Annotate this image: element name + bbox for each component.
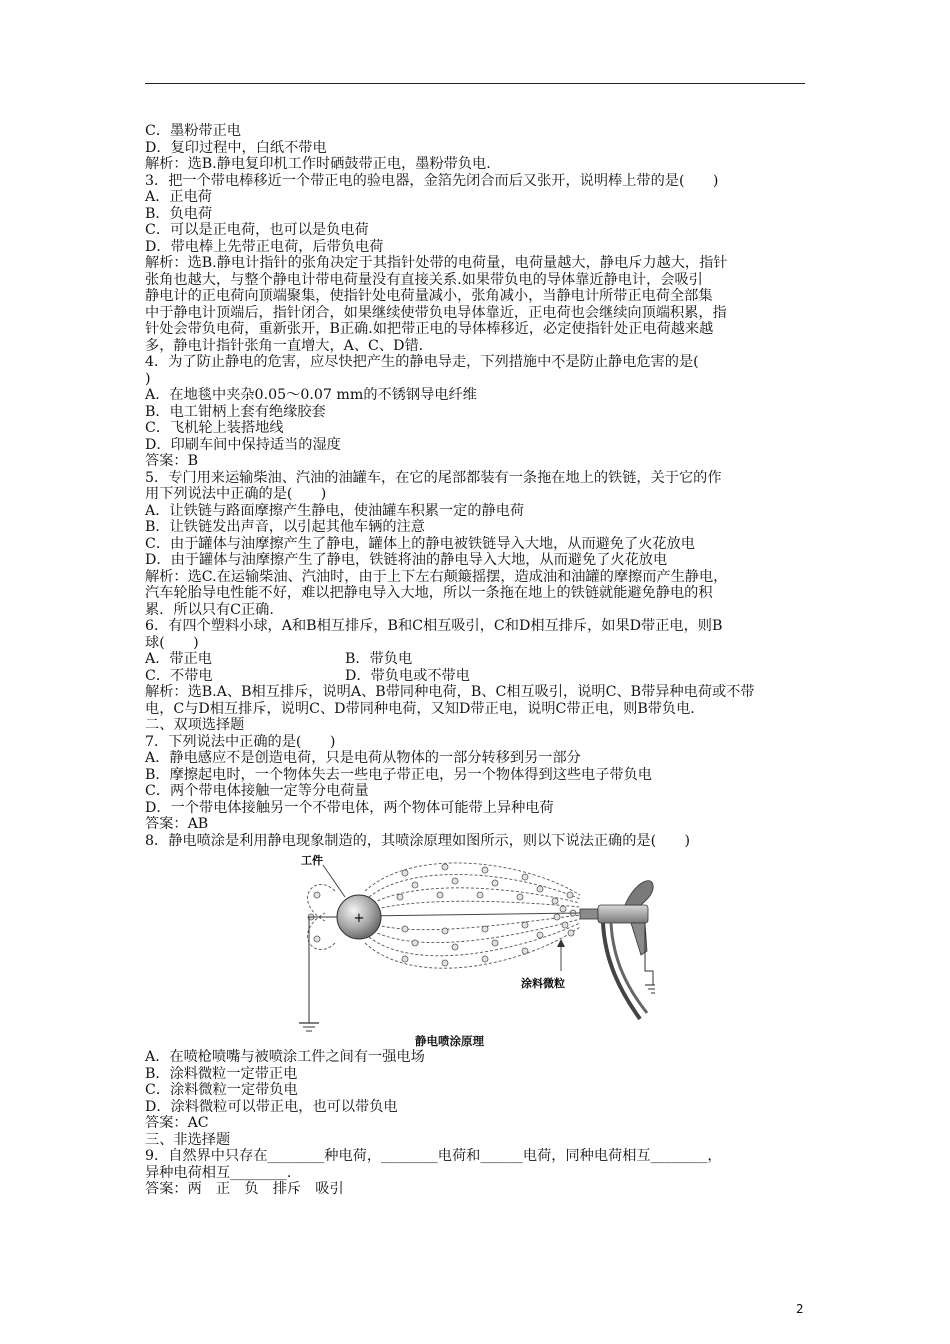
option-line: D．涂料微粒可以带正电，也可以带负电 (145, 1098, 398, 1115)
section-heading: 二、双项选择题 (145, 717, 245, 733)
analysis-line: 张角也越大，与整个静电计带电荷量没有直接关系.如果带负电的导体靠近静电计，会吸引 (145, 271, 703, 288)
question-6-stem: 6．有四个塑料小球，A和B相互排斥，B和C相互吸引，C和D相互排斥，如果D带正电，则B (145, 618, 723, 634)
option: B．带负电 (345, 651, 413, 667)
particles-label: 涂料微粒 (521, 977, 565, 990)
option-line: B．负电荷 (145, 205, 213, 222)
question-5-stem: 5．专门用来运输柴油、汽油的油罐车，在它的尾部都装有一条拖在地上的铁链，关于它的作 (145, 469, 722, 486)
page-number: 2 (796, 1302, 804, 1316)
analysis-line: 中于静电计顶端后，指针闭合，如果继续使带负电导体靠近，正电荷也会继续向顶端积累，指 (145, 304, 727, 321)
analysis-line: 解析：选B.静电计指针的张角决定于其指针处带的电荷量，电荷量越大，静电斥力越大，指针 (145, 255, 728, 271)
text-line: C．墨粉带正电 (145, 123, 241, 139)
section-heading: 三、非选择题 (145, 1131, 231, 1148)
question-7-stem: 7．下列说法中正确的是( ) (145, 733, 336, 750)
answer-line: 答案：B (145, 453, 198, 469)
analysis-line: 多，静电计指针张角一直增大，A、C、D错. (145, 337, 424, 354)
electrostatic-spray-figure (145, 849, 810, 1049)
plus-sign: + (353, 911, 365, 926)
option-line: B．涂料微粒一定带正电 (145, 1065, 298, 1082)
option-line: C．可以是正电荷，也可以是负电荷 (145, 222, 369, 238)
option-line: D．由于罐体与油摩擦产生了静电，铁链将油的静电导入大地，从而避免了火花放电 (145, 552, 668, 568)
question-4-stem (145, 354, 810, 371)
question-6-stem: 球( ) (145, 634, 199, 651)
option: A．带正电 (145, 651, 212, 667)
option-line: C．由于罐体与油摩擦产生了静电，罐体上的静电被铁链导入大地，从而避免了火花放电 (145, 535, 695, 552)
option-line: B．电工钳柄上套有绝缘胶套 (145, 403, 326, 420)
question-8-stem: 8．静电喷涂是利用静电现象制造的，其喷涂原理如图所示，则以下说法正确的是( ) (145, 832, 691, 849)
q4-stem-part: 4．为了防止静电的危害，应尽快把产生的静电导走，下列措施中 (145, 354, 552, 370)
workpiece-label: 工件 (301, 854, 323, 867)
option-line: D．印刷车间中保持适当的湿度 (145, 436, 341, 453)
text-line: D．复印过程中，白纸不带电 (145, 139, 327, 156)
q4-stem-part: 是防止静电危害的是( (565, 354, 699, 370)
option: C．不带电 (145, 667, 213, 684)
option-line: A．在喷枪喷嘴与被喷涂工件之间有一强电场 (145, 1049, 425, 1065)
option-line: A．正电荷 (145, 189, 212, 205)
question-3-stem: 3．把一个带电棒移近一个带正电的验电器，金箔先闭合而后又张开，说明棒上带的是( ) (145, 172, 719, 189)
q4-emphasis: 不 (551, 354, 566, 370)
analysis-line: 电，C与D相互排斥，说明C、D带同种电荷，又知D带正电，说明C带正电，则B带负电. (145, 700, 695, 717)
analysis-line: 解析：选B.A、B相互排斥，说明A、B带同种电荷，B、C相互吸引，说明C、B带异种电荷或不带 (145, 684, 755, 700)
analysis-line: 汽车轮胎导电性能不好，难以把静电导入大地，所以一条拖在地上的铁链就能避免静电的积 (145, 585, 713, 601)
analysis-line: 累．所以只有C正确. (145, 601, 274, 618)
option-line: B．摩擦起电时，一个物体失去一些电子带正电，另一个物体得到这些电子带负电 (145, 766, 652, 783)
option-row (145, 668, 810, 685)
analysis-line: 解析：选C.在运输柴油、汽油时，由于上下左右颠簸摇摆，造成油和油罐的摩擦而产生静电， (145, 568, 728, 585)
option-line: C．两个带电体接触一定等分电荷量 (145, 783, 369, 799)
option-line: D．带电棒上先带正电荷，后带负电荷 (145, 238, 384, 255)
header-rule (145, 83, 805, 84)
option-row (145, 651, 810, 668)
option-line: C．飞机轮上装搭地线 (145, 420, 284, 436)
spray-gun (580, 881, 655, 1019)
question-4-stem-cont: ) (145, 370, 151, 387)
option: D．带负电或不带电 (345, 667, 470, 684)
spray-diagram (295, 851, 655, 1049)
question-9-stem: 异种电荷相互________. (145, 1164, 292, 1181)
answer-line: 答案：AB (145, 816, 209, 832)
text-line: 解析：选B.静电复印机工作时硒鼓带正电，墨粉带负电. (145, 156, 491, 172)
option-line: C．涂料微粒一定带负电 (145, 1082, 298, 1098)
option-line: A．静电感应不是创造电荷，只是电荷从物体的一部分转移到另一部分 (145, 750, 581, 766)
answer-line: 答案：AC (145, 1115, 209, 1131)
answer-line: 答案：两 正 负 排斥 吸引 (145, 1181, 344, 1197)
question-5-stem: 用下列说法中正确的是( ) (145, 486, 327, 502)
option-line: D．一个带电体接触另一个不带电体，两个物体可能带上异种电荷 (145, 799, 554, 816)
option-line: A．在地毯中夹杂0.05～0.07 mm的不锈钢导电纤维 (145, 387, 477, 403)
option-line: B．让铁链发出声音，以引起其他车辆的注意 (145, 519, 425, 535)
question-9-stem: 9．自然界中只存在________种电荷，________电荷和______电荷，同种电荷相互________， (145, 1148, 722, 1164)
figure-caption: 静电喷涂原理 (415, 1034, 484, 1048)
option-line: A．让铁链与路面摩擦产生静电，使油罐车积累一定的静电荷 (145, 502, 525, 519)
analysis-line: 针处会带负电荷，重新张开，B正确.如把带正电的导体棒移近，必定使指针处正电荷越来越 (145, 321, 714, 337)
analysis-line: 静电计的正电荷向顶端聚集，使指针处电荷量减小，张角减小，当静电计所带正电荷全部集 (145, 288, 713, 304)
document-body (145, 123, 810, 1198)
